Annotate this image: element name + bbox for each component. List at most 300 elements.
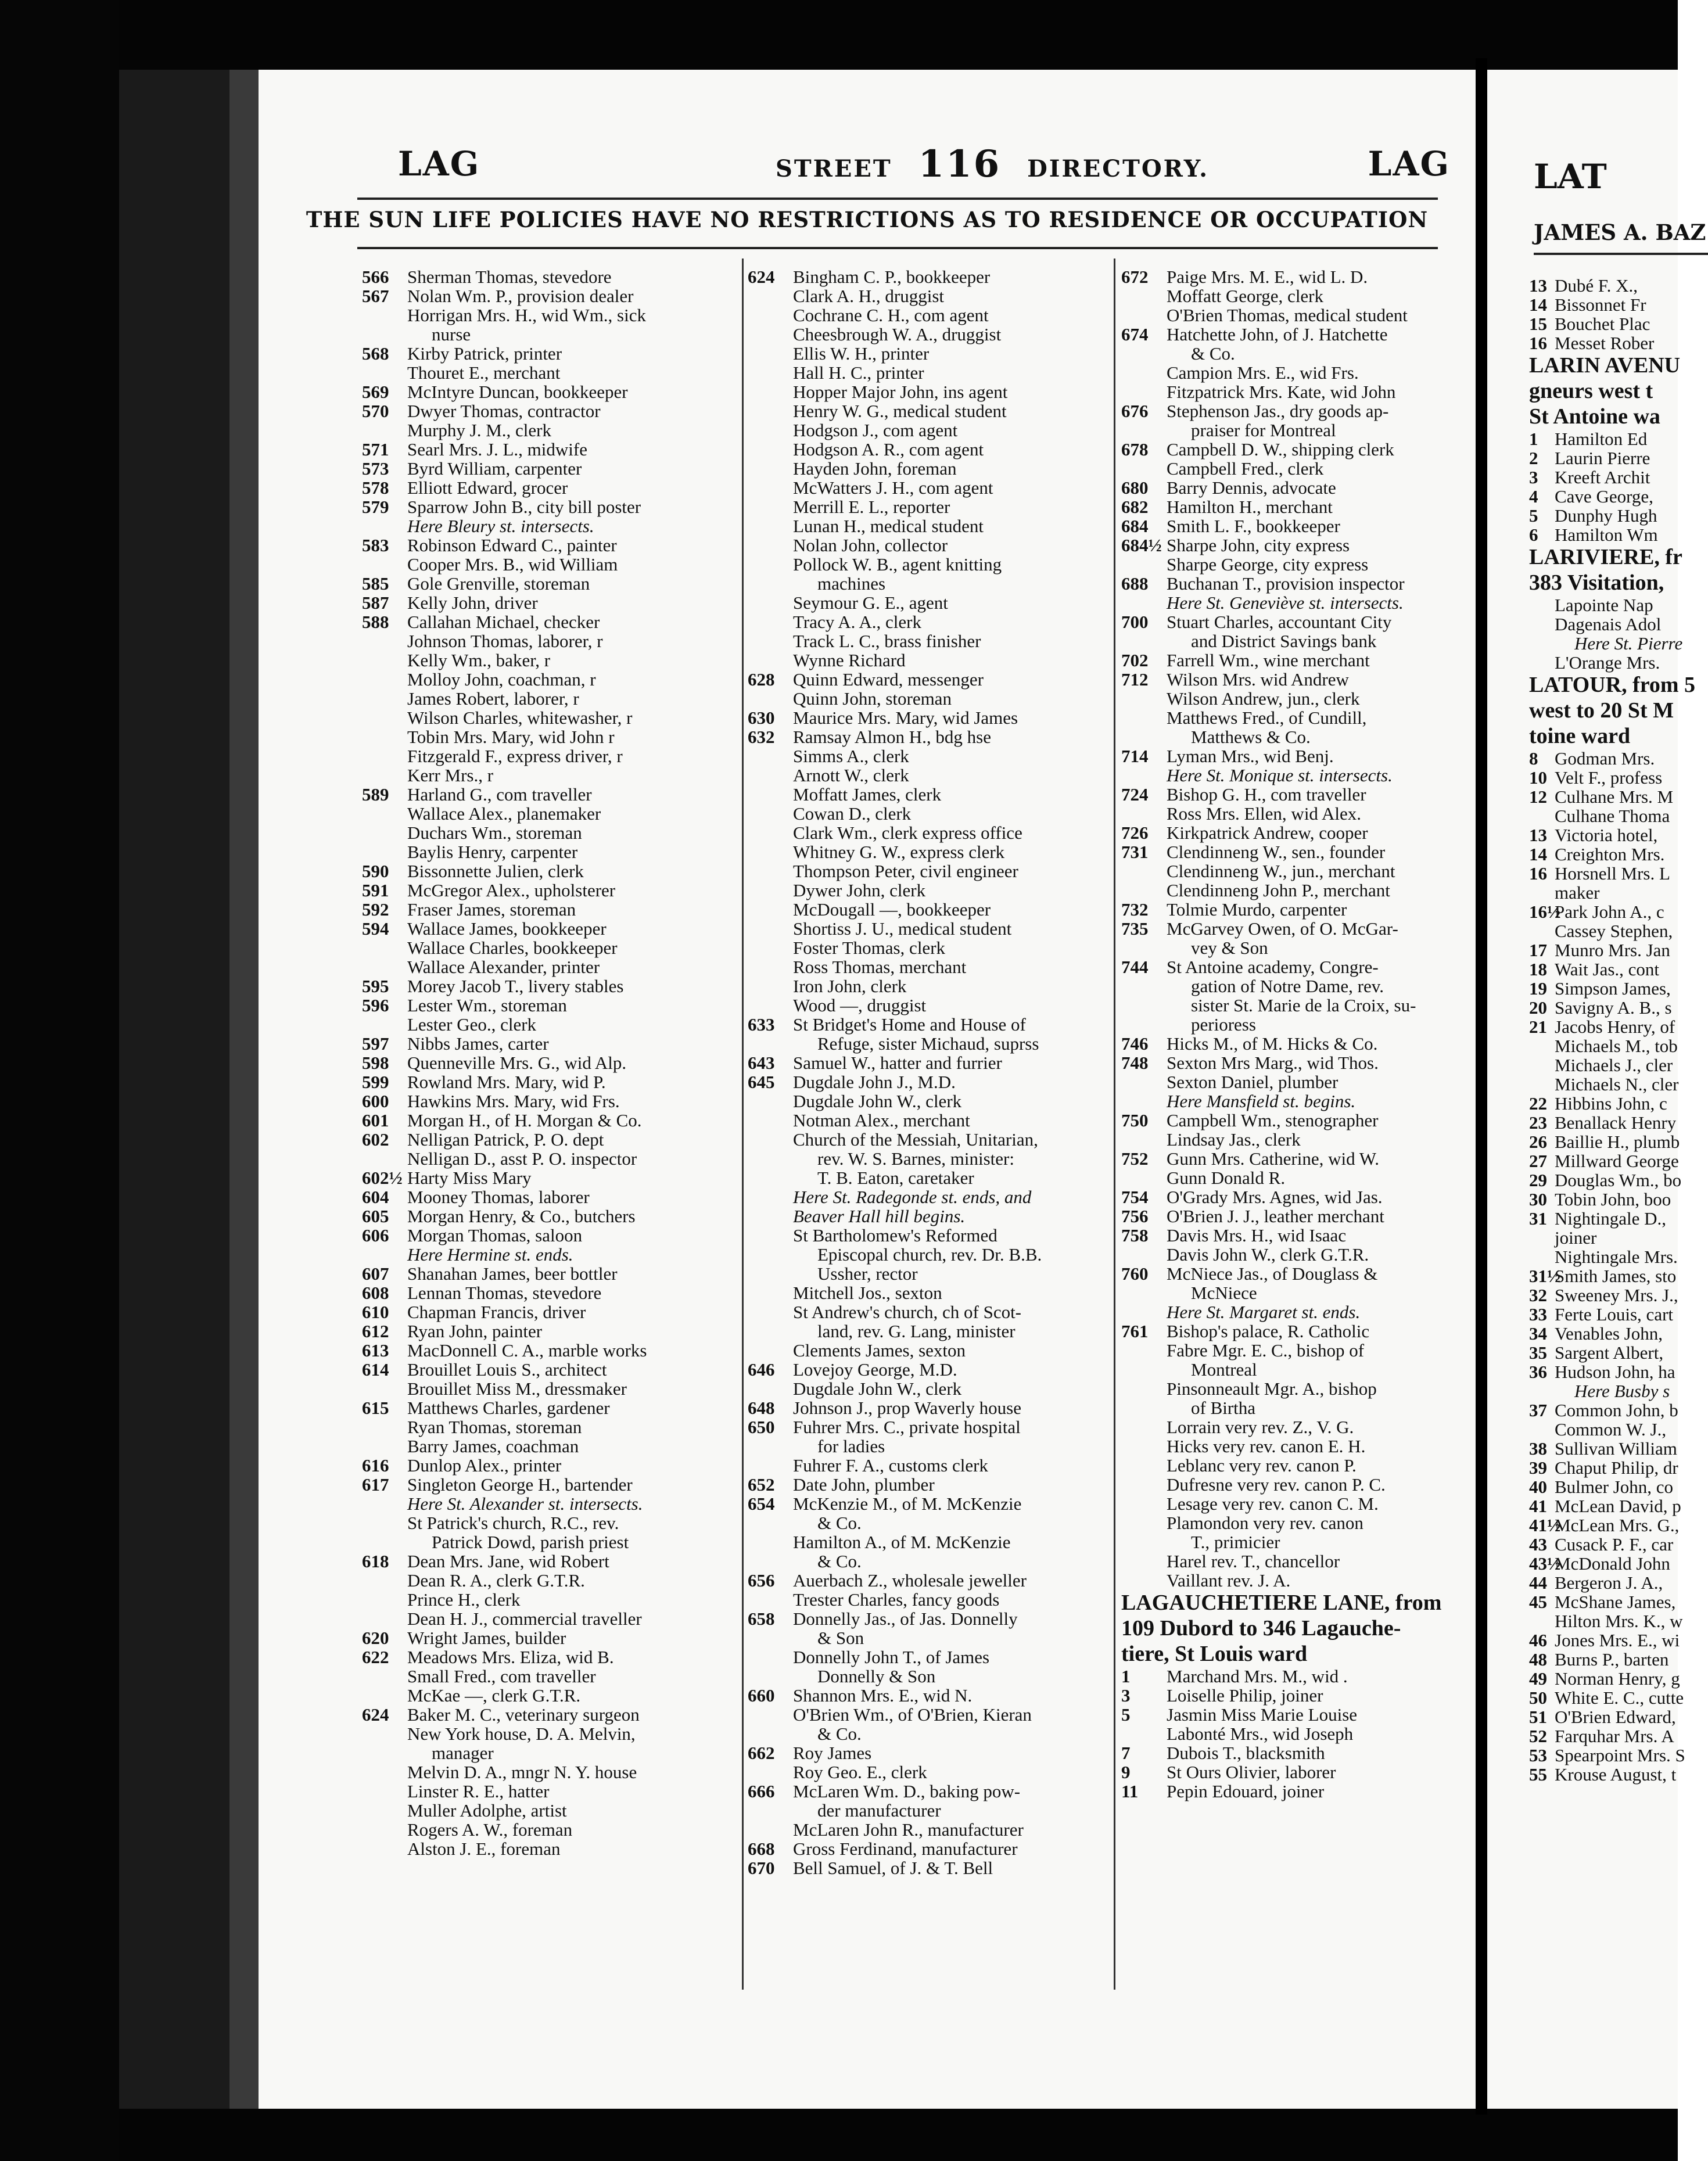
directory-entry: [1121, 804, 1470, 823]
street-section-heading: 109 Dubord to 346 Lagauche-: [1121, 1616, 1401, 1641]
directory-entry: [748, 1475, 1125, 1494]
house-number: 630: [748, 708, 775, 728]
directory-entry: [1529, 1631, 1695, 1650]
running-head-directory: DIRECTORY.: [1027, 155, 1210, 182]
resident-text: Horsnell Mrs. L: [1555, 863, 1670, 884]
street-intersection-note: Here St. Radegonde st. ends, and: [793, 1187, 1032, 1207]
resident-text: McNiece Jas., of Douglass &: [1167, 1263, 1378, 1284]
directory-entry: [362, 670, 745, 689]
directory-entry: [362, 919, 745, 938]
street-intersection-note: Here Bleury st. intersects.: [407, 516, 594, 536]
resident-text: Godman Mrs.: [1555, 748, 1655, 769]
resident-text: & Co.: [1191, 343, 1235, 364]
resident-text: Cheesbrough W. A., druggist: [793, 324, 1002, 344]
resident-text: Quenneville Mrs. G., wid Alp.: [407, 1053, 627, 1073]
house-number: 578: [362, 478, 389, 498]
entry-continuation: [748, 1245, 1125, 1264]
house-number: 36: [1529, 1362, 1547, 1382]
directory-entry: [748, 1494, 1125, 1513]
house-number: 15: [1529, 314, 1547, 334]
directory-entry: [1529, 595, 1695, 615]
directory-column-2: [748, 267, 1125, 1878]
house-number: 39: [1529, 1458, 1547, 1478]
resident-text: Chapman Francis, driver: [407, 1302, 586, 1322]
directory-entry: [1121, 1667, 1470, 1686]
directory-entry: [748, 286, 1125, 306]
directory-entry: [748, 919, 1125, 938]
resident-text: Dugdale John J., M.D.: [793, 1072, 956, 1092]
directory-entry: [748, 957, 1125, 977]
entry-continuation: [748, 1264, 1125, 1283]
resident-text: manager: [432, 1743, 494, 1763]
directory-entry: [1121, 1571, 1470, 1590]
house-number: 21: [1529, 1017, 1547, 1037]
house-number: 16½: [1529, 902, 1561, 922]
facing-page-running-head: LAT: [1534, 157, 1607, 196]
directory-entry: [1121, 1322, 1470, 1341]
house-number: 754: [1121, 1187, 1149, 1207]
resident-text: Kirkpatrick Andrew, cooper: [1167, 823, 1368, 843]
house-number: 52: [1529, 1726, 1547, 1746]
house-number: 632: [748, 727, 775, 747]
book-spine-shadow: [0, 0, 119, 2161]
house-number: 680: [1121, 478, 1149, 498]
house-number: 4: [1529, 486, 1538, 507]
directory-entry: [748, 1302, 1125, 1322]
resident-text: Lennan Thomas, stevedore: [407, 1283, 602, 1303]
running-head-street: STREET: [776, 155, 892, 182]
directory-entry: [362, 1667, 745, 1686]
directory-entry: [748, 267, 1125, 286]
resident-text: Donnelly Jas., of Jas. Donnelly: [793, 1609, 1018, 1629]
resident-text: Notman Alex., merchant: [793, 1110, 970, 1130]
house-number: 648: [748, 1398, 775, 1418]
entry-continuation: [362, 325, 745, 344]
resident-text: Krouse August, t: [1555, 1764, 1677, 1785]
house-number: 8: [1529, 748, 1538, 769]
directory-entry: [748, 1341, 1125, 1360]
house-number: 7: [1121, 1743, 1131, 1763]
house-number: 1: [1529, 429, 1538, 449]
directory-entry: [1121, 1494, 1470, 1513]
directory-entry: [1121, 1437, 1470, 1456]
scan-border-bottom: [119, 2109, 1678, 2161]
directory-entry: [1121, 440, 1470, 459]
directory-entry: [362, 1647, 745, 1667]
resident-text: Dubé F. X.,: [1555, 275, 1638, 296]
resident-text: McDougall —, bookkeeper: [793, 899, 991, 920]
house-number: 617: [362, 1474, 389, 1495]
directory-entry: [1529, 1592, 1695, 1611]
directory-entry: [1529, 1362, 1695, 1381]
house-number: 688: [1121, 573, 1149, 594]
house-number: 37: [1529, 1400, 1547, 1420]
house-number: 567: [362, 286, 389, 306]
house-number: 712: [1121, 669, 1149, 690]
resident-text: Hodgson J., com agent: [793, 420, 958, 440]
directory-entry: [748, 1705, 1125, 1724]
directory-entry: [362, 1379, 745, 1398]
house-number: 744: [1121, 957, 1149, 977]
resident-text: Merrill E. L., reporter: [793, 497, 950, 517]
entry-continuation: [1121, 996, 1470, 1015]
house-number: 33: [1529, 1304, 1547, 1324]
resident-text: Cooper Mrs. B., wid William: [407, 554, 618, 575]
directory-entry: [748, 1782, 1125, 1801]
directory-entry: [1529, 864, 1695, 883]
resident-text: Muller Adolphe, artist: [407, 1800, 567, 1821]
directory-entry: [362, 1398, 745, 1417]
resident-text: Wallace Alexander, printer: [407, 957, 600, 977]
resident-text: McDonald John: [1555, 1553, 1670, 1574]
house-number: 624: [362, 1704, 389, 1725]
directory-entry: [748, 1360, 1125, 1379]
directory-entry: [1529, 1247, 1695, 1266]
directory-entry: [362, 861, 745, 881]
resident-text: Dagenais Adol: [1555, 614, 1662, 634]
entry-continuation: [1121, 938, 1470, 957]
house-number: 568: [362, 343, 389, 364]
resident-text: Track L. C., brass finisher: [793, 631, 981, 651]
directory-entry: [748, 631, 1125, 651]
directory-entry: [1529, 1286, 1695, 1305]
directory-entry: [748, 881, 1125, 900]
resident-text: St Andrew's church, ch of Scot-: [793, 1302, 1022, 1322]
resident-text: Venables John,: [1555, 1323, 1663, 1344]
directory-entry: [362, 1283, 745, 1302]
directory-entry: [748, 478, 1125, 497]
resident-text: Kirby Patrick, printer: [407, 343, 562, 364]
house-number: 602: [362, 1129, 389, 1150]
entry-continuation: [362, 1532, 745, 1552]
resident-text: Johnson J., prop Waverly house: [793, 1398, 1022, 1418]
street-intersection-note: Here St. Monique st. intersects.: [1167, 765, 1393, 785]
house-number: 650: [748, 1417, 775, 1437]
page-edge: [229, 70, 259, 2109]
house-number: 44: [1529, 1573, 1547, 1593]
directory-entry: [362, 1686, 745, 1705]
street-section-heading: LARIN AVENU: [1529, 353, 1681, 378]
directory-entry: [1121, 1034, 1470, 1053]
house-number: 684½: [1121, 535, 1162, 555]
resident-text: Bissonnette Julien, clerk: [407, 861, 584, 881]
directory-entry: [1121, 1724, 1470, 1743]
resident-text: Matthews & Co.: [1191, 727, 1311, 747]
resident-text: Wait Jas., cont: [1555, 959, 1660, 979]
street-section-heading: LAGAUCHETIERE LANE, from: [1121, 1591, 1442, 1615]
house-number: 569: [362, 382, 389, 402]
directory-entry: [1121, 1456, 1470, 1475]
entry-continuation: [1121, 421, 1470, 440]
entry-continuation: [1121, 1360, 1470, 1379]
resident-text: Maurice Mrs. Mary, wid James: [793, 708, 1018, 728]
resident-text: Ferte Louis, cart: [1555, 1304, 1674, 1324]
directory-entry: [362, 881, 745, 900]
house-number: 656: [748, 1570, 775, 1591]
resident-text: Wilson Andrew, jun., clerk: [1167, 688, 1360, 709]
house-number: 51: [1529, 1707, 1547, 1727]
resident-text: Matthews Fred., of Cundill,: [1167, 708, 1367, 728]
resident-text: Alston J. E., foreman: [407, 1839, 561, 1859]
resident-text: of Birtha: [1191, 1398, 1256, 1418]
resident-text: Campbell D. W., shipping clerk: [1167, 439, 1394, 460]
resident-text: Dean Mrs. Jane, wid Robert: [407, 1551, 609, 1571]
directory-entry: [1121, 881, 1470, 900]
resident-text: Roy James: [793, 1743, 872, 1763]
directory-entry: [1529, 1036, 1695, 1056]
house-number: 599: [362, 1072, 389, 1092]
directory-entry: [748, 555, 1125, 574]
directory-entry: [362, 1839, 745, 1858]
entry-continuation: [1121, 1532, 1470, 1552]
resident-text: Refuge, sister Michaud, suprss: [817, 1033, 1039, 1054]
directory-entry: [748, 1456, 1125, 1475]
house-number: 589: [362, 784, 389, 805]
house-number: 11: [1121, 1781, 1139, 1801]
house-number: 1: [1121, 1666, 1131, 1686]
directory-entry: [748, 1762, 1125, 1782]
house-number: 654: [748, 1494, 775, 1514]
street-section-heading: LATOUR, from 5: [1529, 673, 1696, 697]
directory-entry: [1121, 1149, 1470, 1168]
directory-entry: [362, 1456, 745, 1475]
directory-entry: [1121, 382, 1470, 401]
resident-text: Lyman Mrs., wid Benj.: [1167, 746, 1334, 766]
resident-text: Bishop G. H., com traveller: [1167, 784, 1366, 805]
resident-text: Gross Ferdinand, manufacturer: [793, 1839, 1018, 1859]
street-section-heading: tiere, St Louis ward: [1121, 1642, 1308, 1666]
directory-entry: [748, 651, 1125, 670]
resident-text: Sargent Albert,: [1555, 1342, 1664, 1363]
house-number: 726: [1121, 823, 1149, 843]
facing-page-rule: [1534, 253, 1708, 255]
resident-text: Hayden John, foreman: [793, 458, 957, 479]
resident-text: Murphy J. M., clerk: [407, 420, 551, 440]
house-number: 587: [362, 593, 389, 613]
directory-entry: [748, 440, 1125, 459]
directory-entry: [1529, 1017, 1695, 1036]
resident-text: & Co.: [817, 1513, 862, 1533]
directory-entry: [748, 1379, 1125, 1398]
directory-entry: [1121, 1111, 1470, 1130]
resident-text: Pinsonneault Mgr. A., bishop: [1167, 1379, 1377, 1399]
directory-entry: [1529, 1132, 1695, 1151]
directory-entry: [362, 1762, 745, 1782]
house-number: 662: [748, 1743, 775, 1763]
resident-text: Thompson Peter, civil engineer: [793, 861, 1018, 881]
entry-continuation: [748, 574, 1125, 593]
running-head-left: LAG: [398, 144, 480, 184]
resident-text: machines: [817, 573, 886, 594]
directory-entry: [1529, 1707, 1695, 1726]
resident-text: Melvin D. A., mngr N. Y. house: [407, 1762, 637, 1782]
house-number: 26: [1529, 1132, 1547, 1152]
resident-text: Davis John W., clerk G.T.R.: [1167, 1244, 1369, 1265]
house-number: 41½: [1529, 1515, 1561, 1535]
directory-entry: [362, 785, 745, 804]
house-number: 616: [362, 1455, 389, 1476]
directory-entry: [748, 344, 1125, 363]
street-intersection-note: Beaver Hall hill begins.: [793, 1206, 966, 1226]
directory-entry: [1529, 1266, 1695, 1286]
resident-text: Common John, b: [1555, 1400, 1678, 1420]
resident-text: Dunlop Alex., printer: [407, 1455, 562, 1476]
resident-text: Ellis W. H., printer: [793, 343, 930, 364]
directory-entry: [1529, 1190, 1695, 1209]
house-number: 700: [1121, 612, 1149, 632]
house-number: 643: [748, 1053, 775, 1073]
street-intersection-note: Here St. Alexander st. intersects.: [407, 1494, 643, 1514]
house-number: 684: [1121, 516, 1149, 536]
resident-text: Mooney Thomas, laborer: [407, 1187, 590, 1207]
directory-entry: [748, 421, 1125, 440]
directory-entry: [1529, 1094, 1695, 1113]
directory-entry: [362, 1628, 745, 1647]
resident-text: Sexton Mrs Marg., wid Thos.: [1167, 1053, 1379, 1073]
directory-entry: [362, 1149, 745, 1168]
resident-text: Whitney G. W., express clerk: [793, 842, 1005, 862]
directory-entry: [748, 1283, 1125, 1302]
resident-text: Kerr Mrs., r: [407, 765, 494, 785]
resident-text: nurse: [432, 324, 471, 344]
resident-text: Hamilton Ed: [1555, 429, 1648, 449]
directory-entry: [1121, 1207, 1470, 1226]
house-number: 19: [1529, 978, 1547, 999]
resident-text: Hamilton A., of M. McKenzie: [793, 1532, 1011, 1552]
directory-entry: [1121, 1168, 1470, 1187]
resident-text: Marchand Mrs. M., wid .: [1167, 1666, 1348, 1686]
house-number: 48: [1529, 1649, 1547, 1670]
resident-text: Ussher, rector: [817, 1263, 918, 1284]
directory-entry: [1121, 574, 1470, 593]
resident-text: O'Brien Wm., of O'Brien, Kieran: [793, 1704, 1032, 1725]
directory-entry: [362, 689, 745, 708]
resident-text: rev. W. S. Barnes, minister:: [817, 1148, 1014, 1169]
resident-text: Sharpe John, city express: [1167, 535, 1350, 555]
resident-text: Jones Mrs. E., wi: [1555, 1630, 1680, 1650]
directory-entry: [748, 900, 1125, 919]
directory-entry: [362, 536, 745, 555]
resident-text: Donnelly John T., of James: [793, 1647, 990, 1667]
resident-text: Morgan Henry, & Co., butchers: [407, 1206, 636, 1226]
entry-continuation: [748, 1513, 1125, 1532]
resident-text: James Robert, laborer, r: [407, 688, 579, 709]
page-number: 116: [918, 142, 1002, 186]
entry-continuation: [362, 1743, 745, 1762]
resident-text: Prince H., clerk: [407, 1589, 521, 1610]
resident-text: Sullivan William: [1555, 1438, 1677, 1459]
directory-entry: [1121, 1053, 1470, 1072]
resident-text: Shannon Mrs. E., wid N.: [793, 1685, 973, 1706]
resident-text: Wallace Alex., planemaker: [407, 803, 601, 824]
directory-entry: [362, 1130, 745, 1149]
resident-text: for ladies: [817, 1436, 885, 1456]
resident-text: Pollock W. B., agent knitting: [793, 554, 1002, 575]
resident-text: Common W. J.,: [1555, 1419, 1667, 1440]
directory-entry: [362, 1168, 745, 1187]
advertising-banner: THE SUN LIFE POLICIES HAVE NO RESTRICTIONS AS TO RESIDENCE OR OCCUPATION: [306, 207, 1429, 232]
resident-text: Farquhar Mrs. A: [1555, 1726, 1674, 1746]
house-number: 566: [362, 267, 389, 287]
house-number: 16: [1529, 333, 1547, 353]
directory-entry: [748, 1398, 1125, 1417]
directory-entry: [1529, 468, 1695, 487]
directory-entry: [1529, 1439, 1695, 1458]
street-intersection-note: Here St. Geneviève st. intersects.: [1167, 593, 1404, 613]
resident-text: Iron John, clerk: [793, 976, 907, 996]
resident-text: Brouillet Louis S., architect: [407, 1359, 607, 1380]
resident-text: vey & Son: [1191, 938, 1268, 958]
directory-entry: [1529, 333, 1695, 353]
resident-text: Davis Mrs. H., wid Isaac: [1167, 1225, 1347, 1245]
directory-entry: [362, 823, 745, 842]
directory-entry: [362, 766, 745, 785]
resident-text: Lunan H., medical student: [793, 516, 984, 536]
resident-text: O'Grady Mrs. Agnes, wid Jas.: [1167, 1187, 1383, 1207]
resident-text: Cusack P. F., car: [1555, 1534, 1674, 1555]
directory-entry: [1121, 1705, 1470, 1724]
directory-entry: [1529, 1477, 1695, 1496]
resident-text: St Bridget's Home and House of: [793, 1014, 1026, 1035]
directory-entry: [362, 1360, 745, 1379]
directory-entry: [362, 900, 745, 919]
entry-continuation: [1121, 344, 1470, 363]
directory-entry: [1529, 448, 1695, 468]
resident-text: Wood —, druggist: [793, 995, 927, 1015]
directory-entry: [362, 401, 745, 421]
resident-text: Thouret E., merchant: [407, 362, 561, 383]
directory-entry: [1529, 806, 1695, 825]
directory-entry: [1121, 1475, 1470, 1494]
resident-text: Quinn John, storeman: [793, 688, 952, 709]
house-number: 592: [362, 899, 389, 920]
resident-text: Ross Mrs. Ellen, wid Alex.: [1167, 803, 1361, 824]
house-number: 670: [748, 1858, 775, 1878]
house-number: 20: [1529, 997, 1547, 1018]
house-number: 746: [1121, 1033, 1149, 1054]
resident-text: Munro Mrs. Jan: [1555, 940, 1670, 960]
house-number: 672: [1121, 267, 1149, 287]
directory-column-3: [1121, 267, 1470, 1801]
resident-text: Duchars Wm., storeman: [407, 823, 582, 843]
resident-text: Callahan Michael, checker: [407, 612, 600, 632]
house-number: 14: [1529, 295, 1547, 315]
directory-entry: [362, 612, 745, 631]
resident-text: Elliott Edward, grocer: [407, 478, 568, 498]
house-number: 732: [1121, 899, 1149, 920]
directory-entry: [1529, 1305, 1695, 1324]
directory-entry: [1529, 1343, 1695, 1362]
resident-text: Fitzgerald F., express driver, r: [407, 746, 623, 766]
resident-text: Baylis Henry, carpenter: [407, 842, 578, 862]
resident-text: Wilson Mrs. wid Andrew: [1167, 669, 1349, 690]
resident-text: New York house, D. A. Melvin,: [407, 1724, 636, 1744]
directory-entry: [1529, 1688, 1695, 1707]
resident-text: McGregor Alex., upholsterer: [407, 880, 616, 900]
resident-text: Nightingale D.,: [1555, 1208, 1666, 1229]
resident-text: Smith James, sto: [1555, 1266, 1677, 1286]
resident-text: Bouchet Plac: [1555, 314, 1650, 334]
directory-entry: [1529, 276, 1695, 295]
resident-text: Jacobs Henry, of: [1555, 1017, 1675, 1037]
resident-text: Johnson Thomas, laborer, r: [407, 631, 603, 651]
facing-page: [1487, 70, 1706, 2109]
directory-entry: [748, 1053, 1125, 1072]
house-number: 607: [362, 1263, 389, 1284]
resident-text: Spearpoint Mrs. S: [1555, 1745, 1685, 1765]
resident-text: McNiece: [1191, 1283, 1257, 1303]
entry-continuation: [748, 1724, 1125, 1743]
